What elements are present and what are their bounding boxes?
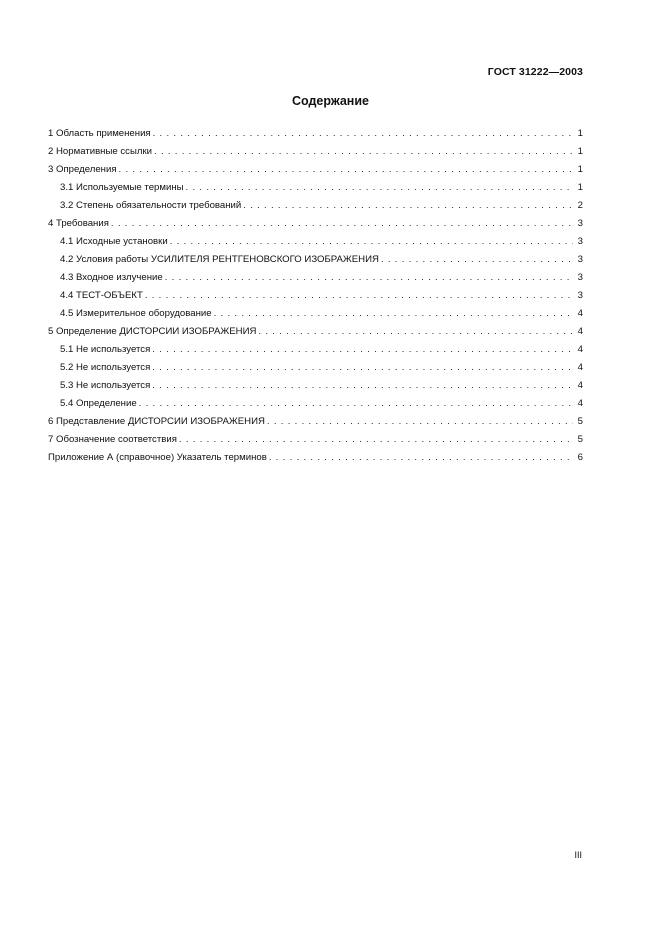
toc-entry-page: 3	[577, 218, 583, 229]
toc-entry-text: 4.3 Входное излучение	[60, 272, 163, 283]
toc-entry-text: 4.2 Условия работы УСИЛИТЕЛЯ РЕНТГЕНОВСКОГО ИЗОБРАЖЕНИЯ	[60, 254, 379, 265]
toc-entry-text: 3.1 Используемые термины	[60, 182, 184, 193]
toc-dot-leader	[145, 290, 573, 302]
toc-dot-leader	[267, 416, 573, 428]
toc-dot-leader	[243, 200, 573, 212]
toc-dot-leader	[152, 380, 573, 392]
toc-entry-page: 4	[577, 326, 583, 337]
toc-entry[interactable]	[48, 158, 583, 176]
toc-dot-leader	[152, 344, 573, 356]
toc-dot-leader	[214, 308, 573, 320]
toc-entry-page: 3	[577, 254, 583, 265]
toc-entry-text: 5.4 Определение	[60, 398, 137, 409]
toc-entry-text: 5.3 Не используется	[60, 380, 151, 391]
toc-subentry[interactable]	[48, 374, 583, 392]
toc-entry-page: 4	[577, 380, 583, 391]
toc-entry-text: 3 Определения	[48, 164, 117, 175]
toc-entry-text: 4 Требования	[48, 218, 109, 229]
toc-entry-text: 7 Обозначение соответствия	[48, 434, 177, 445]
toc-entry-page: 4	[577, 398, 583, 409]
toc-entry[interactable]	[48, 428, 583, 446]
toc-entry[interactable]	[48, 212, 583, 230]
toc-entry-text: 4.4 ТЕСТ-ОБЪЕКТ	[60, 290, 143, 301]
toc-entry-text: 5 Определение ДИСТОРСИИ ИЗОБРАЖЕНИЯ	[48, 326, 257, 337]
toc-entry-page: 4	[577, 362, 583, 373]
toc-entry-page: 2	[577, 200, 583, 211]
toc-entry-page: 3	[577, 290, 583, 301]
toc-subentry[interactable]	[48, 176, 583, 194]
toc-entry-text: 1 Область применения	[48, 128, 151, 139]
toc-dot-leader	[165, 272, 573, 284]
page-number: III	[574, 850, 582, 860]
toc-entry-page: 4	[577, 308, 583, 319]
table-of-contents	[48, 122, 583, 464]
toc-subentry[interactable]	[48, 230, 583, 248]
toc-entry-text: 6 Представление ДИСТОРСИИ ИЗОБРАЖЕНИЯ	[48, 416, 265, 427]
toc-entry[interactable]	[48, 122, 583, 140]
toc-entry-text: 2 Нормативные ссылки	[48, 146, 153, 157]
toc-dot-leader	[119, 164, 573, 176]
toc-entry-text: Приложение А (справочное) Указатель терминов	[48, 452, 267, 463]
toc-entry-page: 1	[577, 182, 583, 193]
toc-dot-leader	[381, 254, 573, 266]
toc-dot-leader	[139, 398, 573, 410]
toc-entry[interactable]	[48, 410, 583, 428]
toc-subentry[interactable]	[48, 284, 583, 302]
toc-entry[interactable]	[48, 140, 583, 158]
toc-subentry[interactable]	[48, 392, 583, 410]
toc-dot-leader	[153, 128, 573, 140]
toc-entry-page: 4	[577, 344, 583, 355]
toc-subentry[interactable]	[48, 266, 583, 284]
toc-entry-appendix[interactable]	[48, 446, 583, 464]
toc-dot-leader	[152, 362, 573, 374]
toc-dot-leader	[269, 452, 573, 464]
toc-subentry[interactable]	[48, 356, 583, 374]
toc-subentry[interactable]	[48, 338, 583, 356]
toc-entry-text: 4.1 Исходные установки	[60, 236, 168, 247]
toc-entry-page: 3	[577, 272, 583, 283]
toc-entry-page: 5	[577, 434, 583, 445]
toc-entry-text: 4.5 Измерительное оборудование	[60, 308, 212, 319]
toc-subentry[interactable]	[48, 248, 583, 266]
toc-entry-text: 5.2 Не используется	[60, 362, 151, 373]
toc-entry-page: 1	[577, 164, 583, 175]
toc-subentry[interactable]	[48, 194, 583, 212]
toc-entry-page: 1	[577, 128, 583, 139]
toc-dot-leader	[186, 182, 573, 194]
toc-dot-leader	[179, 434, 573, 446]
toc-dot-leader	[258, 326, 573, 338]
document-header-standard: ГОСТ 31222—2003	[487, 66, 583, 78]
toc-entry-page: 3	[577, 236, 583, 247]
toc-entry[interactable]	[48, 320, 583, 338]
toc-title: Содержание	[291, 94, 369, 108]
toc-dot-leader	[111, 218, 573, 230]
toc-subentry[interactable]	[48, 302, 583, 320]
toc-dot-leader	[154, 146, 573, 158]
toc-entry-text: 3.2 Степень обязательности требований	[60, 200, 242, 211]
toc-dot-leader	[170, 236, 573, 248]
toc-entry-page: 1	[577, 146, 583, 157]
toc-entry-text: 5.1 Не используется	[60, 344, 151, 355]
toc-entry-page: 6	[577, 452, 583, 463]
toc-entry-page: 5	[577, 416, 583, 427]
